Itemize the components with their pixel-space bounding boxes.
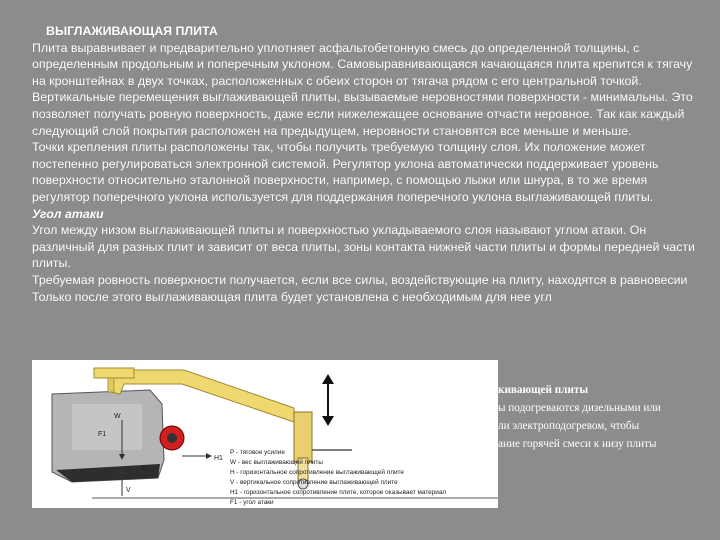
text-block <box>32 23 708 305</box>
caption-line: ание горячей смеси к низу плиты <box>498 438 657 450</box>
legend-item: P - тяговое усилие <box>230 449 285 456</box>
legend-item: H - горизонтальное сопротивление выглаживающей плите <box>230 469 404 476</box>
paragraph-screed-function: Плита выравнивает и предварительно уплотняет асфальтобетонную смесь до определенной толщины, с определенным продольным и поперечным уклоном. Самовыравнивающаяся качающаяся плита крепится к тягачу на кронштейнах в двух точках, расположенных с обеих сторон от тягача рядом с его центральной точкой. <box>32 40 693 88</box>
caption-line: ы подогреваются дизельными или <box>498 402 661 414</box>
label-v: V <box>126 487 131 494</box>
heater-roller <box>160 426 184 450</box>
label-f1: F1 <box>98 431 107 438</box>
screed-diagram-svg <box>32 360 498 508</box>
label-h: H <box>142 465 148 472</box>
label-w: W <box>114 413 121 420</box>
heading-angle-of-attack: Угол атаки <box>32 206 104 221</box>
paragraph-attachment-points: Точки крепления плиты расположены так, чтобы получить требуемую толщину слоя. Их положение может постепенно регулироваться электронной системой. Регулятор уклона автоматически поддерживает уровень поверхности относительно эталонной поверхности, например, с помощью лыжи или шнура, в то же время регулятор поперечного уклона используется для поддержания поперечного уклона выглаживающей плиты. <box>32 140 659 204</box>
page-title: ВЫГЛАЖИВАЮЩАЯ ПЛИТА <box>46 24 218 38</box>
screed-body <box>52 390 164 482</box>
tow-point-bracket <box>294 412 352 489</box>
screed-diagram <box>32 360 498 508</box>
legend-item: W - вес выглаживающей плиты <box>230 459 323 466</box>
legend-item: F1 - угол атаки <box>230 499 274 506</box>
diagram-legend <box>230 449 446 506</box>
caption-line: ли электроподогревом, чтобы <box>498 420 640 432</box>
heater-caption <box>498 381 718 453</box>
legend-item: V - вертикальное сопротивление выглаживающей плите <box>230 479 398 486</box>
paragraph-angle-definition: Угол между низом выглаживающей плиты и поверхностью укладываемого слоя называют углом атаки. Он различный для разных плит и зависит от веса плиты, зоны контакта нижней части плиты и формы передней части плиты. <box>32 223 695 271</box>
vertical-adjust-arrow <box>322 374 334 426</box>
legend-item: H1 - горизонтальное сопротивление плите, которое оказывает материал <box>230 489 447 496</box>
label-h1: H1 <box>214 455 223 462</box>
caption-title: кивающей плиты <box>498 384 589 396</box>
paragraph-equilibrium: Требуемая ровность поверхности получается, если все силы, воздействующие на плиту, находятся в равновесии Только после этого выглаживающая плита будет установлена с необходимым для нее угл <box>32 272 688 304</box>
paragraph-vertical-movement: Вертикальные перемещения выглаживающей плиты, вызываемые неровностями поверхности - минимальны. Это позволяет получать ровную поверхность, даже если нижележащее основание отчасти неровное. Так как каждый следующий слой покрытия расположен на предыдущем, неровности становятся все меньше и меньше. <box>32 90 693 138</box>
